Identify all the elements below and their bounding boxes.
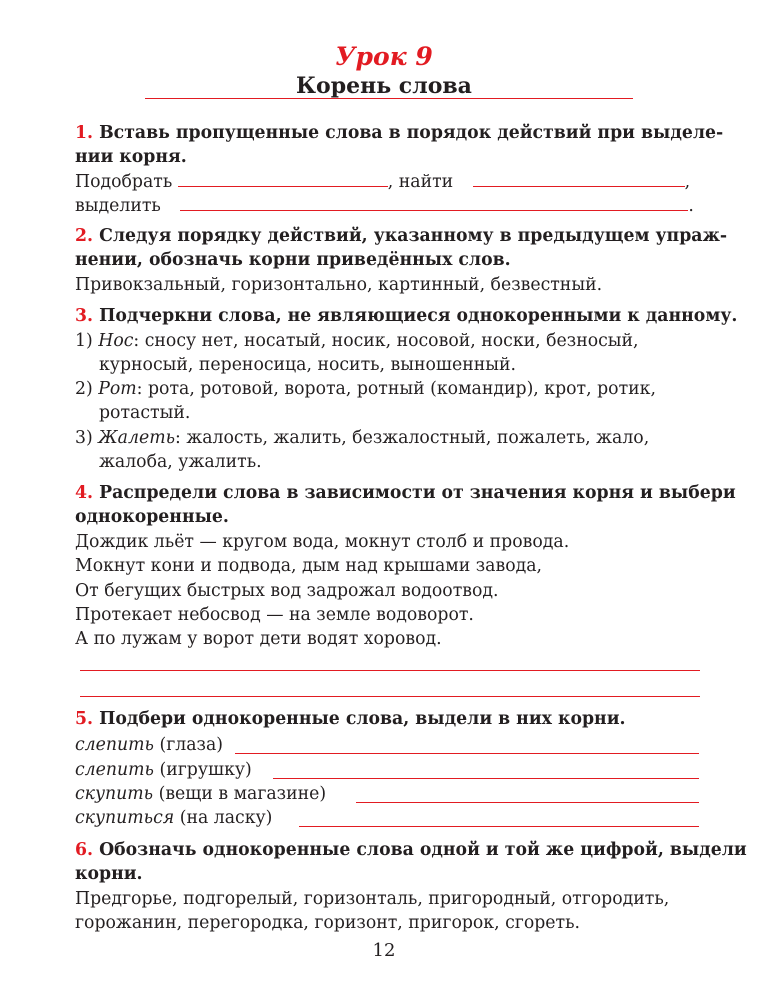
exercise-2-task-line1: Следуя порядку действий, указанному в предыдущем упраж- xyxy=(99,226,728,246)
exercise-6-task xyxy=(75,839,747,861)
exercise-3-item-1: 1) Нос: сносу нет, носатый, носик, носовой, носки, безносый, xyxy=(75,331,639,351)
page-number: 12 xyxy=(372,940,396,961)
exercise-1-row1 xyxy=(75,171,690,193)
comma: , xyxy=(684,172,691,192)
exercise-3-item-1-cont: курносый, переносица, носить, выношенный. xyxy=(99,355,517,375)
exercise-3-item-2: 2) Рот: рота, ротовой, ворота, ротный (командир), крот, ротик, xyxy=(75,379,656,399)
exercise-3-item-3: 3) Жалеть: жалость, жалить, безжалостный, пожалеть, жало, xyxy=(75,428,650,448)
exercise-4-task-line1: Распредели слова в зависимости от значения корня и выбери xyxy=(99,483,736,503)
blank-5-1[interactable] xyxy=(235,753,699,754)
exercise-5-item-3: скупить (вещи в магазине) xyxy=(75,784,327,804)
exercise-3-item-3-cont: жалоба, ужалить. xyxy=(99,452,262,472)
lesson-title: Урок 9 xyxy=(335,42,433,71)
blank-5-4[interactable] xyxy=(299,826,699,827)
poem-line: Протекает небосвод — на земле водоворот. xyxy=(75,605,474,625)
exercise-3-number: 3. xyxy=(75,306,94,326)
topic-title: Корень слова xyxy=(296,73,472,99)
exercise-6-words-line1: Предгорье, подгорелый, горизонталь, пригородный, отгородить, xyxy=(75,889,670,909)
poem-line: Дождик льёт — кругом вода, мокнут столб и провода. xyxy=(75,532,570,552)
poem-line: Мокнут кони и подвода, дым над крышами завода, xyxy=(75,556,543,576)
exercise-6-words-line2: горожанин, перегородка, горизонт, пригорок, сгореть. xyxy=(75,913,580,933)
exercise-1-task-line2: нии корня. xyxy=(75,147,187,167)
poem-line: От бегущих быстрых вод задрожал водоотвод. xyxy=(75,581,499,601)
exercise-4-number: 4. xyxy=(75,483,94,503)
exercise-3-task xyxy=(75,305,737,327)
exercise-5-item-2: слепить (игрушку) xyxy=(75,760,252,780)
answer-line-2[interactable] xyxy=(80,696,700,697)
exercise-1-number: 1. xyxy=(75,123,94,143)
title-underline xyxy=(145,98,633,99)
label-pick: Подобрать xyxy=(75,172,173,192)
exercise-5-item-1: слепить (глаза) xyxy=(75,735,224,755)
key-word: Жалеть xyxy=(98,428,175,448)
exercise-6-task-line2: корни. xyxy=(75,864,143,884)
exercise-5-number: 5. xyxy=(75,709,94,729)
exercise-2-task xyxy=(75,225,727,247)
key-word: Нос xyxy=(98,331,134,351)
exercise-4-task xyxy=(75,482,736,504)
exercise-3-task-text: Подчеркни слова, не являющиеся однокоренными к данному. xyxy=(99,306,738,326)
exercise-2-task-line2: нении, обозначь корни приведённых слов. xyxy=(75,250,511,270)
label-find: , найти xyxy=(387,172,454,192)
blank-5-2[interactable] xyxy=(273,778,699,779)
answer-line-1[interactable] xyxy=(80,670,700,671)
label-select: выделить xyxy=(75,196,161,216)
dot: . xyxy=(688,196,694,216)
exercise-5-task-text: Подбери однокоренные слова, выдели в них корни. xyxy=(99,709,626,729)
exercise-2-words: Привокзальный, горизонтально, картинный, безвестный. xyxy=(75,275,603,295)
exercise-5-item-4: скупиться (на ласку) xyxy=(75,808,273,828)
exercise-1-task-line1: Вставь пропущенные слова в порядок действий при выделе- xyxy=(99,123,724,143)
exercise-5-task xyxy=(75,708,626,730)
blank-5-3[interactable] xyxy=(356,802,699,803)
blank-select[interactable] xyxy=(180,210,688,211)
exercise-6-task-line1: Обозначь однокоренные слова одной и той же цифрой, выдели xyxy=(99,840,747,860)
exercise-2-number: 2. xyxy=(75,226,94,246)
exercise-1-row2 xyxy=(75,195,694,217)
key-word: Рот xyxy=(98,379,137,399)
exercise-3-item-2-cont: ротастый. xyxy=(99,403,191,423)
poem-line: А по лужам у ворот дети водят хоровод. xyxy=(75,629,442,649)
blank-find[interactable] xyxy=(473,186,685,187)
exercise-6-number: 6. xyxy=(75,840,94,860)
exercise-1-task xyxy=(75,122,723,144)
exercise-4-task-line2: однокоренные. xyxy=(75,507,229,527)
blank-pick[interactable] xyxy=(178,186,388,187)
